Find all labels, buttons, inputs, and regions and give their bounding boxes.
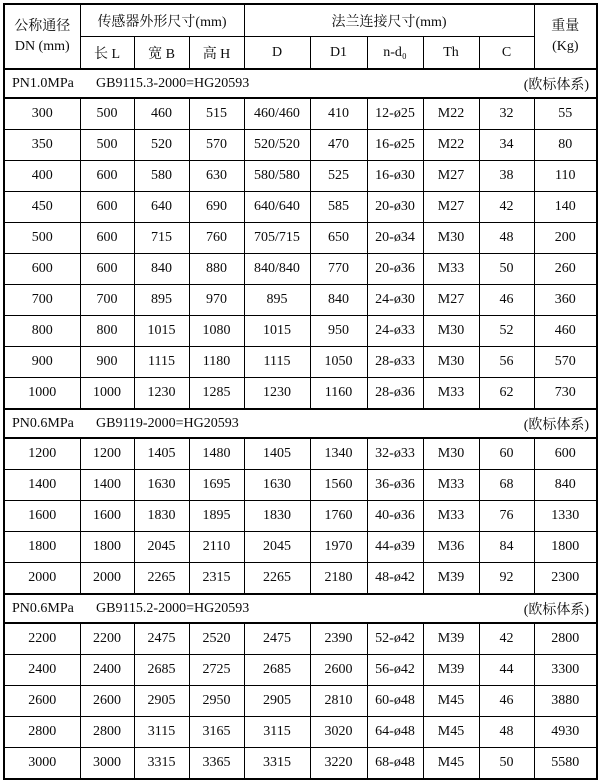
table-cell: 48-ø42 bbox=[367, 563, 423, 595]
column-header-weight bbox=[534, 4, 597, 69]
table-cell: 800 bbox=[4, 316, 80, 347]
table-cell: 895 bbox=[134, 285, 189, 316]
table-row bbox=[4, 161, 597, 192]
table-cell: M33 bbox=[423, 470, 479, 501]
table-cell: 1895 bbox=[189, 501, 244, 532]
table-cell: 55 bbox=[534, 98, 597, 130]
section-header-cell bbox=[4, 409, 597, 438]
table-row bbox=[4, 192, 597, 223]
table-cell: 3365 bbox=[189, 748, 244, 780]
table-cell: 880 bbox=[189, 254, 244, 285]
table-cell: 515 bbox=[189, 98, 244, 130]
table-cell: 2800 bbox=[4, 717, 80, 748]
table-cell: 600 bbox=[80, 223, 134, 254]
table-cell: 2905 bbox=[244, 686, 310, 717]
table-cell: 900 bbox=[80, 347, 134, 378]
section-header-row bbox=[4, 69, 597, 98]
table-cell: 52-ø42 bbox=[367, 623, 423, 655]
table-cell: 350 bbox=[4, 130, 80, 161]
table-cell: 2180 bbox=[310, 563, 367, 595]
table-cell: 1285 bbox=[189, 378, 244, 410]
table-cell: 1400 bbox=[80, 470, 134, 501]
table-cell: 1480 bbox=[189, 438, 244, 470]
table-cell: 3165 bbox=[189, 717, 244, 748]
section-header-cell bbox=[4, 69, 597, 98]
standard-code: GB9119-2000=HG20593 bbox=[96, 415, 239, 431]
table-cell: 580/580 bbox=[244, 161, 310, 192]
table-cell: 2045 bbox=[244, 532, 310, 563]
dn-title: 公称通径 bbox=[14, 18, 71, 34]
table-cell: 140 bbox=[534, 192, 597, 223]
table-cell: 1160 bbox=[310, 378, 367, 410]
table-row bbox=[4, 130, 597, 161]
table-row bbox=[4, 438, 597, 470]
table-cell: 1180 bbox=[189, 347, 244, 378]
table-cell: 690 bbox=[189, 192, 244, 223]
column-header-length: 长 L bbox=[80, 37, 134, 70]
weight-unit: (Kg) bbox=[552, 38, 579, 54]
table-cell: 700 bbox=[4, 285, 80, 316]
table-cell: 500 bbox=[80, 98, 134, 130]
table-cell: M33 bbox=[423, 378, 479, 410]
table-cell: 705/715 bbox=[244, 223, 310, 254]
table-cell: 2265 bbox=[244, 563, 310, 595]
table-cell: 1230 bbox=[244, 378, 310, 410]
table-cell: 650 bbox=[310, 223, 367, 254]
table-cell: 1600 bbox=[80, 501, 134, 532]
table-cell: M30 bbox=[423, 316, 479, 347]
column-header-d: D bbox=[244, 37, 310, 70]
table-cell: 4930 bbox=[534, 717, 597, 748]
table-cell: 3880 bbox=[534, 686, 597, 717]
table-cell: 630 bbox=[189, 161, 244, 192]
table-cell: 200 bbox=[534, 223, 597, 254]
table-cell: 2520 bbox=[189, 623, 244, 655]
table-cell: 16-ø25 bbox=[367, 130, 423, 161]
table-cell: 2800 bbox=[80, 717, 134, 748]
table-cell: 40-ø36 bbox=[367, 501, 423, 532]
column-group-flange-dimensions: 法兰连接尺寸(mm) bbox=[244, 4, 534, 37]
table-cell: 1405 bbox=[244, 438, 310, 470]
table-cell: 80 bbox=[534, 130, 597, 161]
table-row bbox=[4, 316, 597, 347]
table-cell: 38 bbox=[479, 161, 534, 192]
table-cell: 64-ø48 bbox=[367, 717, 423, 748]
table-cell: 2725 bbox=[189, 655, 244, 686]
table-cell: 1630 bbox=[244, 470, 310, 501]
table-cell: 56-ø42 bbox=[367, 655, 423, 686]
table-cell: 2200 bbox=[80, 623, 134, 655]
table-cell: 2810 bbox=[310, 686, 367, 717]
table-cell: 2400 bbox=[80, 655, 134, 686]
table-cell: 28-ø33 bbox=[367, 347, 423, 378]
table-cell: M30 bbox=[423, 347, 479, 378]
table-cell: M22 bbox=[423, 98, 479, 130]
table-cell: M39 bbox=[423, 563, 479, 595]
table-cell: 20-ø30 bbox=[367, 192, 423, 223]
table-cell: 640/640 bbox=[244, 192, 310, 223]
table-cell: 36-ø36 bbox=[367, 470, 423, 501]
table-cell: M39 bbox=[423, 623, 479, 655]
table-cell: 2685 bbox=[244, 655, 310, 686]
table-cell: 20-ø34 bbox=[367, 223, 423, 254]
table-cell: 60 bbox=[479, 438, 534, 470]
table-cell: 2000 bbox=[80, 563, 134, 595]
table-cell: 950 bbox=[310, 316, 367, 347]
table-cell: 48 bbox=[479, 223, 534, 254]
header-sub-row bbox=[4, 37, 597, 70]
pressure-rating: PN0.6MPa bbox=[12, 415, 74, 431]
table-cell: 60-ø48 bbox=[367, 686, 423, 717]
table-cell: 970 bbox=[189, 285, 244, 316]
table-cell: 2950 bbox=[189, 686, 244, 717]
table-cell: 840 bbox=[534, 470, 597, 501]
table-cell: M45 bbox=[423, 748, 479, 780]
pressure-rating: PN0.6MPa bbox=[12, 600, 74, 616]
table-cell: 1000 bbox=[4, 378, 80, 410]
table-cell: 520 bbox=[134, 130, 189, 161]
table-cell: 52 bbox=[479, 316, 534, 347]
table-cell: 1760 bbox=[310, 501, 367, 532]
table-cell: 1830 bbox=[134, 501, 189, 532]
table-cell: M30 bbox=[423, 223, 479, 254]
table-cell: 600 bbox=[80, 161, 134, 192]
table-cell: 1800 bbox=[534, 532, 597, 563]
table-row bbox=[4, 347, 597, 378]
table-cell: 1800 bbox=[80, 532, 134, 563]
table-cell: 46 bbox=[479, 285, 534, 316]
table-cell: M33 bbox=[423, 501, 479, 532]
column-header-d1: D1 bbox=[310, 37, 367, 70]
column-group-sensor-dimensions: 传感器外形尺寸(mm) bbox=[80, 4, 244, 37]
column-header-th: Th bbox=[423, 37, 479, 70]
table-cell: 760 bbox=[189, 223, 244, 254]
table-cell: 1970 bbox=[310, 532, 367, 563]
table-cell: 1340 bbox=[310, 438, 367, 470]
table-cell: 92 bbox=[479, 563, 534, 595]
standard-note: (欧标体系) bbox=[523, 417, 590, 433]
table-cell: 2110 bbox=[189, 532, 244, 563]
table-cell: 360 bbox=[534, 285, 597, 316]
table-cell: 68-ø48 bbox=[367, 748, 423, 780]
table-cell: 28-ø36 bbox=[367, 378, 423, 410]
table-cell: 1630 bbox=[134, 470, 189, 501]
table-cell: 1695 bbox=[189, 470, 244, 501]
table-cell: M27 bbox=[423, 161, 479, 192]
table-cell: 1600 bbox=[4, 501, 80, 532]
table-cell: 12-ø25 bbox=[367, 98, 423, 130]
table-cell: 1405 bbox=[134, 438, 189, 470]
table-cell: 2600 bbox=[310, 655, 367, 686]
table-cell: 3000 bbox=[4, 748, 80, 780]
table-cell: 260 bbox=[534, 254, 597, 285]
table-cell: 2200 bbox=[4, 623, 80, 655]
table-cell: 715 bbox=[134, 223, 189, 254]
table-row bbox=[4, 532, 597, 563]
table-cell: 3000 bbox=[80, 748, 134, 780]
table-cell: M45 bbox=[423, 717, 479, 748]
table-cell: 570 bbox=[189, 130, 244, 161]
table-cell: 42 bbox=[479, 192, 534, 223]
table-cell: 42 bbox=[479, 623, 534, 655]
table-body bbox=[4, 69, 597, 779]
section-header-cell bbox=[4, 594, 597, 623]
table-header bbox=[4, 4, 597, 69]
table-cell: 450 bbox=[4, 192, 80, 223]
table-row bbox=[4, 563, 597, 595]
column-header-c: C bbox=[479, 37, 534, 70]
dimension-table bbox=[3, 3, 598, 780]
table-cell: 2600 bbox=[80, 686, 134, 717]
standard-code: GB9115.3-2000=HG20593 bbox=[96, 75, 250, 91]
table-cell: 2905 bbox=[134, 686, 189, 717]
column-header-width: 宽 B bbox=[134, 37, 189, 70]
table-cell: 3220 bbox=[310, 748, 367, 780]
header-group-row bbox=[4, 4, 597, 37]
table-cell: 1115 bbox=[134, 347, 189, 378]
table-cell: 600 bbox=[80, 192, 134, 223]
table-row bbox=[4, 470, 597, 501]
table-cell: M22 bbox=[423, 130, 479, 161]
table-cell: 580 bbox=[134, 161, 189, 192]
standard-note: (欧标体系) bbox=[523, 77, 590, 93]
table-cell: 570 bbox=[534, 347, 597, 378]
table-cell: 1200 bbox=[80, 438, 134, 470]
table-cell: 1560 bbox=[310, 470, 367, 501]
table-cell: 525 bbox=[310, 161, 367, 192]
table-cell: 3115 bbox=[244, 717, 310, 748]
standard-note: (欧标体系) bbox=[523, 602, 590, 618]
table-cell: 640 bbox=[134, 192, 189, 223]
table-cell: 1015 bbox=[134, 316, 189, 347]
table-cell: 1200 bbox=[4, 438, 80, 470]
table-cell: 2000 bbox=[4, 563, 80, 595]
table-row bbox=[4, 623, 597, 655]
table-cell: 76 bbox=[479, 501, 534, 532]
table-cell: 770 bbox=[310, 254, 367, 285]
table-cell: 1000 bbox=[80, 378, 134, 410]
table-cell: 600 bbox=[80, 254, 134, 285]
table-cell: 3020 bbox=[310, 717, 367, 748]
table-cell: 840 bbox=[134, 254, 189, 285]
table-cell: 840 bbox=[310, 285, 367, 316]
table-cell: 520/520 bbox=[244, 130, 310, 161]
table-cell: 900 bbox=[4, 347, 80, 378]
table-cell: M39 bbox=[423, 655, 479, 686]
table-cell: 300 bbox=[4, 98, 80, 130]
table-cell: 700 bbox=[80, 285, 134, 316]
table-cell: 840/840 bbox=[244, 254, 310, 285]
table-cell: 730 bbox=[534, 378, 597, 410]
weight-title: 重量 bbox=[551, 18, 580, 34]
table-cell: 500 bbox=[80, 130, 134, 161]
table-row bbox=[4, 98, 597, 130]
column-header-height: 高 H bbox=[189, 37, 244, 70]
table-cell: 3115 bbox=[134, 717, 189, 748]
table-row bbox=[4, 285, 597, 316]
table-cell: 410 bbox=[310, 98, 367, 130]
table-cell: 2315 bbox=[189, 563, 244, 595]
table-cell: 2800 bbox=[534, 623, 597, 655]
table-cell: 800 bbox=[80, 316, 134, 347]
table-cell: M45 bbox=[423, 686, 479, 717]
table-row bbox=[4, 717, 597, 748]
table-cell: 62 bbox=[479, 378, 534, 410]
table-cell: 1330 bbox=[534, 501, 597, 532]
table-cell: 2400 bbox=[4, 655, 80, 686]
table-cell: 1830 bbox=[244, 501, 310, 532]
table-cell: 1050 bbox=[310, 347, 367, 378]
table-cell: 50 bbox=[479, 748, 534, 780]
column-header-n-d0: n-d₀ bbox=[367, 37, 423, 70]
table-cell: 2300 bbox=[534, 563, 597, 595]
table-cell: 2475 bbox=[244, 623, 310, 655]
table-cell: M36 bbox=[423, 532, 479, 563]
table-cell: M27 bbox=[423, 285, 479, 316]
table-cell: M33 bbox=[423, 254, 479, 285]
pressure-rating: PN1.0MPa bbox=[12, 75, 74, 91]
table-cell: 32-ø33 bbox=[367, 438, 423, 470]
table-cell: 2265 bbox=[134, 563, 189, 595]
table-cell: 16-ø30 bbox=[367, 161, 423, 192]
table-row bbox=[4, 501, 597, 532]
table-cell: 1015 bbox=[244, 316, 310, 347]
table-cell: 2045 bbox=[134, 532, 189, 563]
table-cell: 585 bbox=[310, 192, 367, 223]
table-cell: 1800 bbox=[4, 532, 80, 563]
table-cell: M27 bbox=[423, 192, 479, 223]
table-cell: 2475 bbox=[134, 623, 189, 655]
table-cell: 44 bbox=[479, 655, 534, 686]
table-row bbox=[4, 655, 597, 686]
table-cell: 110 bbox=[534, 161, 597, 192]
table-cell: 1400 bbox=[4, 470, 80, 501]
table-cell: 3300 bbox=[534, 655, 597, 686]
table-cell: 44-ø39 bbox=[367, 532, 423, 563]
table-cell: 24-ø30 bbox=[367, 285, 423, 316]
dn-unit: DN (mm) bbox=[14, 38, 70, 54]
table-row bbox=[4, 223, 597, 254]
table-cell: 500 bbox=[4, 223, 80, 254]
table-cell: 1230 bbox=[134, 378, 189, 410]
table-cell: 600 bbox=[534, 438, 597, 470]
table-cell: 34 bbox=[479, 130, 534, 161]
section-header-row bbox=[4, 594, 597, 623]
table-cell: 400 bbox=[4, 161, 80, 192]
table-cell: 2685 bbox=[134, 655, 189, 686]
table-cell: 460/460 bbox=[244, 98, 310, 130]
table-cell: 48 bbox=[479, 717, 534, 748]
table-cell: 32 bbox=[479, 98, 534, 130]
table-cell: 24-ø33 bbox=[367, 316, 423, 347]
table-cell: 1080 bbox=[189, 316, 244, 347]
table-cell: 2390 bbox=[310, 623, 367, 655]
table-cell: 56 bbox=[479, 347, 534, 378]
table-cell: 2600 bbox=[4, 686, 80, 717]
table-cell: 68 bbox=[479, 470, 534, 501]
section-header-row bbox=[4, 409, 597, 438]
table-cell: 50 bbox=[479, 254, 534, 285]
table-cell: 3315 bbox=[244, 748, 310, 780]
table-cell: 1115 bbox=[244, 347, 310, 378]
table-cell: 470 bbox=[310, 130, 367, 161]
column-header-dn bbox=[4, 4, 80, 69]
table-cell: M30 bbox=[423, 438, 479, 470]
table-cell: 3315 bbox=[134, 748, 189, 780]
table-row bbox=[4, 378, 597, 410]
table-cell: 84 bbox=[479, 532, 534, 563]
table-cell: 460 bbox=[534, 316, 597, 347]
table-row bbox=[4, 686, 597, 717]
table-cell: 600 bbox=[4, 254, 80, 285]
standard-code: GB9115.2-2000=HG20593 bbox=[96, 600, 250, 616]
table-cell: 20-ø36 bbox=[367, 254, 423, 285]
table-row bbox=[4, 254, 597, 285]
table-cell: 895 bbox=[244, 285, 310, 316]
table-cell: 5580 bbox=[534, 748, 597, 780]
table-cell: 46 bbox=[479, 686, 534, 717]
table-row bbox=[4, 748, 597, 780]
table-cell: 460 bbox=[134, 98, 189, 130]
